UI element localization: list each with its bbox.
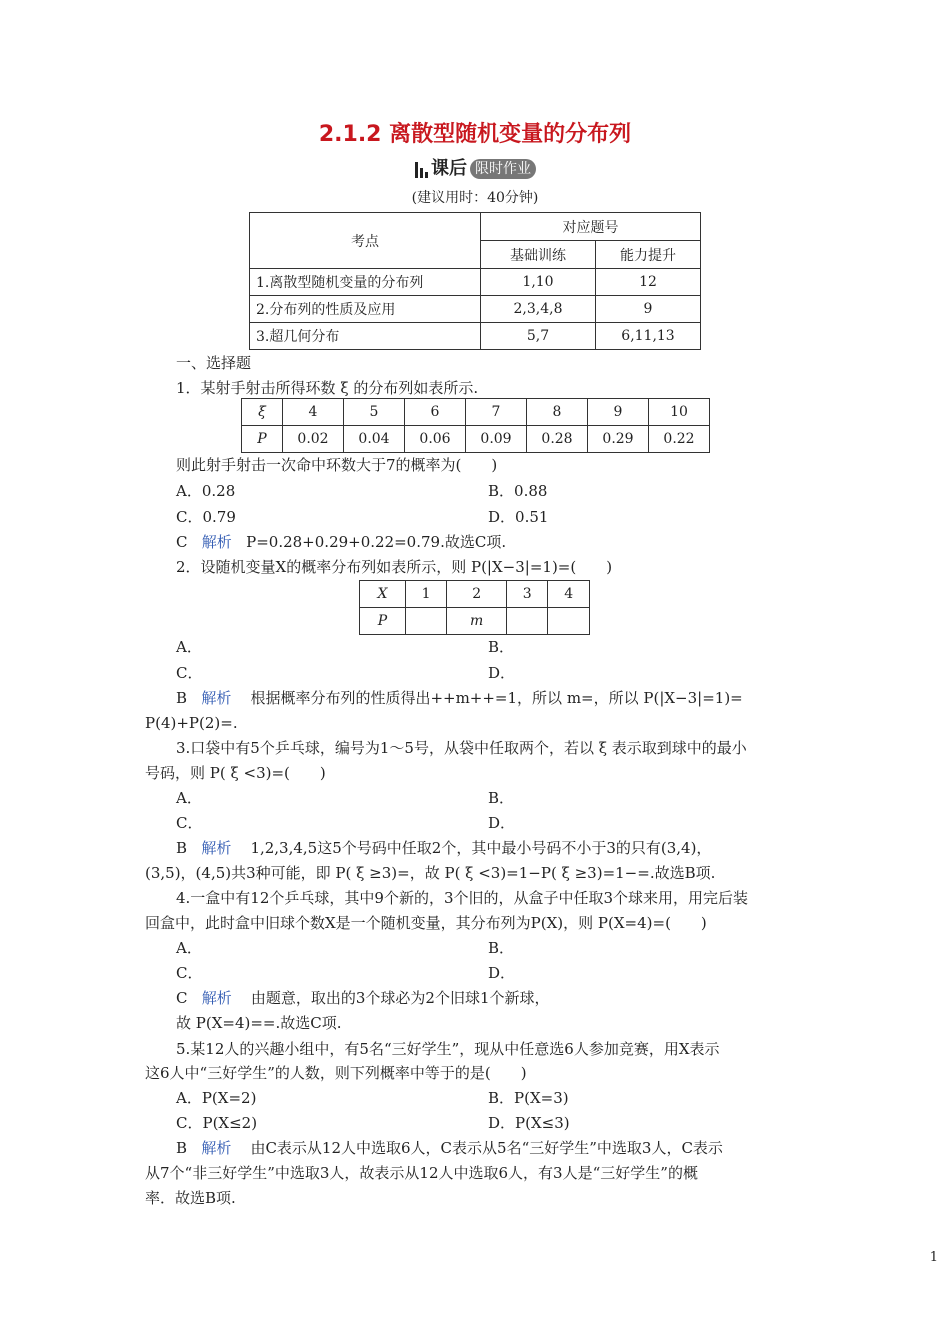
q5-jiexi-label: 解析 (201, 1139, 232, 1157)
q1-xi-cell: 7 (466, 399, 527, 426)
q4-option-c: C． (176, 964, 203, 982)
q3-stem-cont: 号码，则 P( ξ <3)=( ) (145, 764, 326, 782)
q3-option-b: B． (488, 789, 515, 807)
q2-p-cell: P (360, 608, 406, 635)
q2-stem: 2．设随机变量X的概率分布列如表所示，则 P(|X−3|=1)=( ) (176, 558, 613, 576)
q1-p-cell: 0.22 (649, 426, 710, 453)
q5-explain-cont: 从7个“非三好学生”中选取3人，故表示从12人中选取6人，有3人是“三好学生”的概 (145, 1164, 698, 1182)
col-group: 对应题号 (481, 213, 701, 241)
q4-answer: C (176, 989, 188, 1007)
table-row-advanced: 12 (596, 269, 701, 296)
q2-x-cell: X (360, 581, 406, 608)
page-number: 1 (929, 1250, 938, 1265)
q2-x-cell: 3 (507, 581, 548, 608)
q1-xi-cell: ξ (242, 399, 283, 426)
q5-explain-cont: 率．故选B项. (145, 1189, 236, 1207)
q3-explain: 1,2,3,4,5这5个号码中任取2个，其中最小号码不小于3的只有(3,4)， (250, 839, 712, 857)
q4-explain-cont: 故 P(X=4)==.故选C项. (176, 1014, 342, 1032)
q3-stem: 3.口袋中有5个乒乓球，编号为1～5号，从袋中任取两个，若以 ξ 表示取到球中的最小 (176, 739, 747, 757)
q3-explain-cont: (3,5)，(4,5)共3种可能，即 P( ξ ≥3)=，故 P( ξ <3)=1−P( ξ ≥3)=1−=.故选B项. (145, 864, 716, 882)
page-title: 2.1.2 离散型随机变量的分布列 (318, 122, 632, 147)
q1-distribution-table (241, 398, 710, 453)
bars-icon (415, 160, 428, 178)
q4-jiexi-label: 解析 (201, 989, 232, 1007)
table-row-advanced: 9 (596, 296, 701, 323)
q2-answer-line (176, 688, 743, 708)
homework-banner (415, 157, 536, 181)
q1-p-cell: 0.04 (344, 426, 405, 453)
q3-option-a: A． (176, 789, 202, 807)
q2-option-b: B． (488, 638, 515, 656)
section-heading: 一、选择题 (176, 354, 252, 372)
q1-p-cell: 0.06 (405, 426, 466, 453)
table-row-topic: 2.分布列的性质及应用 (250, 296, 481, 323)
q1-option-c: C．0.79 (176, 508, 236, 526)
q5-option-c: C．P(X≤2) (176, 1114, 258, 1132)
col-advanced: 能力提升 (596, 241, 701, 269)
q1-xi-cell: 9 (588, 399, 649, 426)
q1-p-cell: 0.29 (588, 426, 649, 453)
q4-explain: 由题意，取出的3个球必为2个旧球1个新球， (250, 989, 550, 1007)
table-row-basic: 5,7 (481, 323, 596, 350)
q2-option-d: D． (488, 664, 516, 682)
q3-option-d: D． (488, 814, 516, 832)
col-basic: 基础训练 (481, 241, 596, 269)
q1-jiexi-label: 解析 (201, 533, 232, 551)
q5-stem-cont: 这6人中“三好学生”的人数，则下列概率中等于的是( ) (145, 1064, 527, 1082)
table-row-basic: 1,10 (481, 269, 596, 296)
q1-p-cell: 0.02 (283, 426, 344, 453)
q2-distribution-table (359, 580, 590, 635)
q1-stem: 1．某射手射击所得环数 ξ 的分布列如表所示. (176, 379, 479, 397)
q2-p-cell (507, 608, 548, 635)
q2-x-cell: 4 (548, 581, 590, 608)
q1-answer: C (176, 533, 188, 551)
q5-option-b: B．P(X=3) (488, 1089, 569, 1107)
q4-answer-line (176, 988, 550, 1008)
q2-x-cell: 1 (405, 581, 446, 608)
q1-answer-line (176, 532, 506, 552)
q2-option-c: C． (176, 664, 203, 682)
q1-option-b: B．0.88 (488, 482, 548, 500)
q5-explain: 由C表示从12人中选取6人，C表示从5名“三好学生”中选取3人，C表示 (250, 1139, 723, 1157)
q4-stem: 4.一盒中有12个乒乓球，其中9个新的，3个旧的，从盒子中任取3个球来用，用完后装 (176, 889, 749, 907)
q4-stem-cont: 回盒中，此时盒中旧球个数X是一个随机变量，其分布列为P(X)，则 P(X=4)=( ) (145, 914, 707, 932)
q4-option-d: D． (488, 964, 516, 982)
q1-xi-cell: 4 (283, 399, 344, 426)
q3-answer-line (176, 838, 711, 858)
q5-option-d: D．P(X≤3) (488, 1114, 570, 1132)
q3-jiexi-label: 解析 (201, 839, 232, 857)
q1-xi-cell: 8 (527, 399, 588, 426)
banner-main: 课后 (431, 158, 467, 179)
q2-option-a: A． (176, 638, 202, 656)
q1-xi-cell: 6 (405, 399, 466, 426)
q1-p-cell: P (242, 426, 283, 453)
q2-explain: 根据概率分布列的性质得出++m++=1，所以 m=，所以 P(|X−3|=1)= (250, 689, 743, 707)
banner-pill: 限时作业 (470, 159, 536, 179)
q1-explain: P=0.28+0.29+0.22=0.79.故选C项. (246, 533, 507, 551)
q1-ask: 则此射手射击一次命中环数大于7的概率为( ) (176, 456, 498, 474)
table-row-basic: 2,3,4,8 (481, 296, 596, 323)
q1-p-cell: 0.28 (527, 426, 588, 453)
q3-answer: B (176, 839, 188, 857)
q1-option-a: A．0.28 (176, 482, 236, 500)
q1-p-cell: 0.09 (466, 426, 527, 453)
q1-xi-cell: 5 (344, 399, 405, 426)
q1-xi-cell: 10 (649, 399, 710, 426)
q5-answer: B (176, 1139, 188, 1157)
q5-stem: 5.某12人的兴趣小组中，有5名“三好学生”，现从中任意选6人参加竞赛，用X表示 (176, 1040, 720, 1058)
q2-jiexi-label: 解析 (201, 689, 232, 707)
q3-option-c: C． (176, 814, 203, 832)
q2-p-cell: m (447, 608, 507, 635)
table-row-topic: 1.离散型随机变量的分布列 (250, 269, 481, 296)
q4-option-a: A． (176, 939, 202, 957)
suggested-time: (建议用时：40分钟) (411, 190, 539, 206)
q5-answer-line (176, 1138, 723, 1158)
table-row-advanced: 6,11,13 (596, 323, 701, 350)
col-topic: 考点 (250, 213, 481, 269)
q4-option-b: B． (488, 939, 515, 957)
q2-x-cell: 2 (447, 581, 507, 608)
q5-option-a: A．P(X=2) (176, 1089, 257, 1107)
q2-p-cell (405, 608, 446, 635)
table-row-topic: 3.超几何分布 (250, 323, 481, 350)
q1-option-d: D．0.51 (488, 508, 549, 526)
topic-table (249, 212, 701, 350)
q2-p-cell (548, 608, 590, 635)
q2-explain-cont: P(4)+P(2)=. (145, 714, 238, 732)
q2-answer: B (176, 689, 188, 707)
